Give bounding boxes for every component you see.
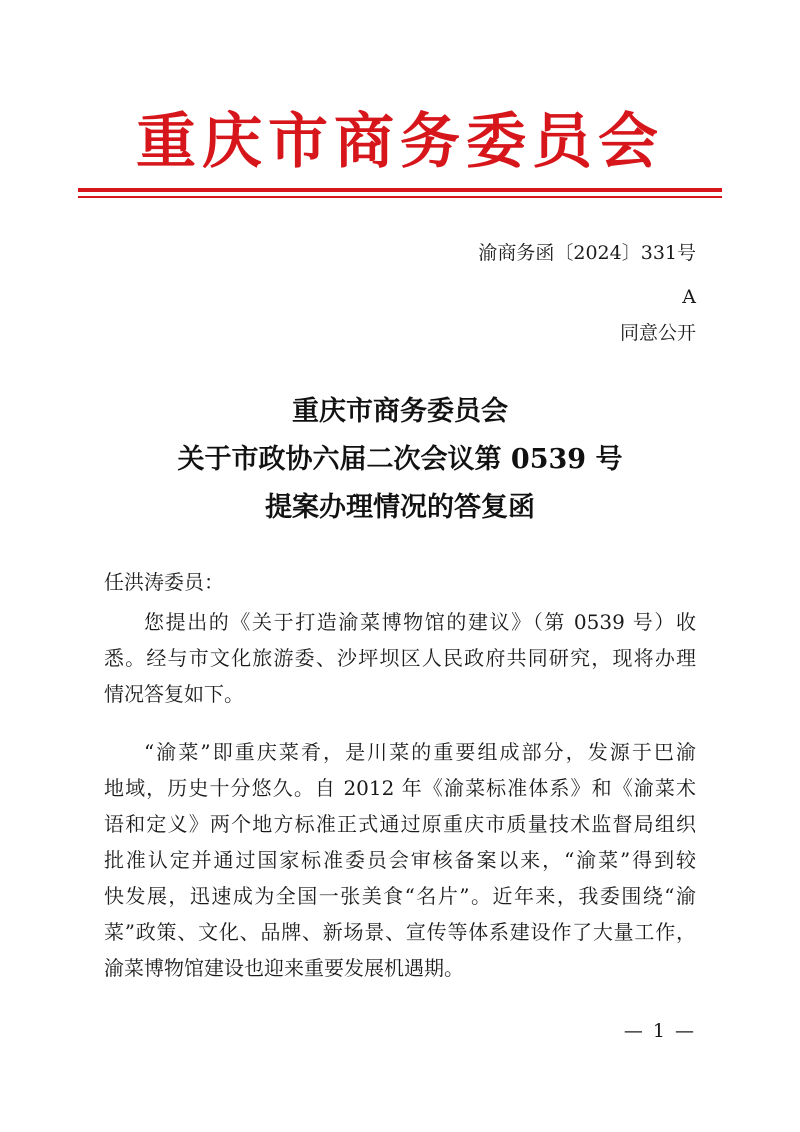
paragraph-line: 悉。经与市文化旅游委、沙坪坝区人民政府共同研究，现将办理 bbox=[104, 646, 696, 670]
paragraph-line: 快发展，迅速成为全国一张美食“名片”。近年来，我委围绕“渝 bbox=[104, 884, 696, 908]
paragraph-line: 菜”政策、文化、品牌、新场景、宣传等体系建设作了大量工作， bbox=[104, 920, 696, 944]
public-status: 同意公开 bbox=[619, 322, 696, 344]
paragraph-line: 渝菜博物馆建设也迎来重要发展机遇期。 bbox=[104, 956, 464, 980]
salutation: 任洪涛委员： bbox=[104, 570, 224, 594]
org-header-title: 重庆市商务委员会 bbox=[136, 107, 664, 177]
paragraph-2 bbox=[104, 734, 696, 986]
paragraph-line: 情况答复如下。 bbox=[104, 682, 244, 706]
document-level: A bbox=[682, 286, 696, 308]
paragraph-line: 您提出的《关于打造渝菜博物馆的建议》（第 0539 号）收 bbox=[144, 610, 696, 634]
paragraph-line: “渝菜”即重庆菜肴，是川菜的重要组成部分，发源于巴渝 bbox=[144, 740, 696, 764]
title-line-1: 重庆市商务委员会 bbox=[292, 396, 508, 427]
header-rule-thin bbox=[78, 196, 722, 198]
title-line-3: 提案办理情况的答复函 bbox=[265, 492, 535, 523]
paragraph-line: 批准认定并通过国家标准委员会审核备案以来，“渝菜”得到较 bbox=[104, 848, 696, 872]
paragraph-1 bbox=[104, 604, 696, 712]
document-number: 渝商务函〔2024〕331号 bbox=[478, 242, 696, 264]
paragraph-line: 地域，历史十分悠久。自 2012 年《渝菜标准体系》和《渝菜术 bbox=[104, 776, 696, 800]
title-line-2: 关于市政协六届二次会议第 0539 号 bbox=[177, 444, 623, 475]
header-rule-thick bbox=[78, 188, 722, 192]
page-number: — 1 — bbox=[623, 1020, 696, 1042]
paragraph-line: 语和定义》两个地方标准正式通过原重庆市质量技术监督局组织 bbox=[104, 812, 696, 836]
